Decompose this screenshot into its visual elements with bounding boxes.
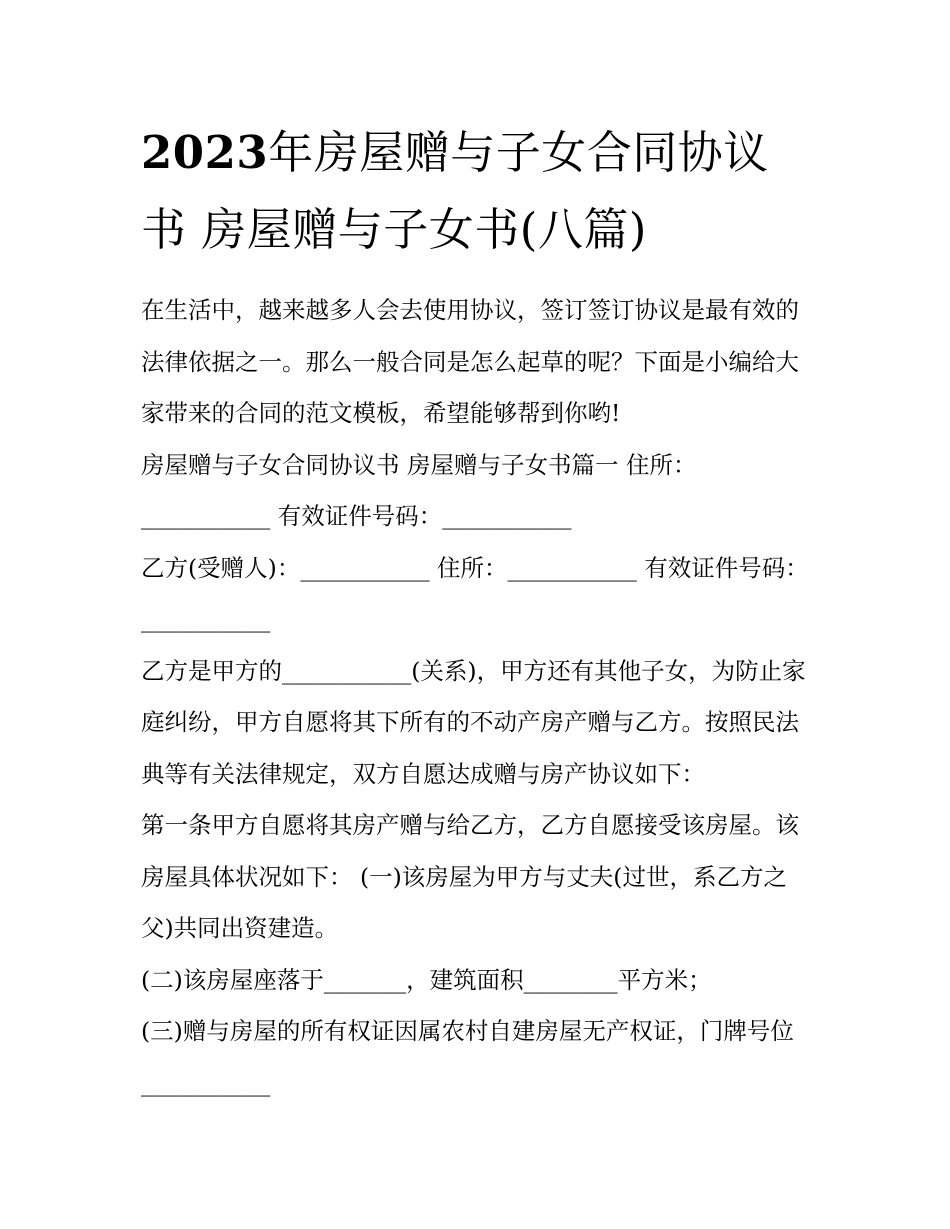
title-line-2: 书 房屋赠与子女书(八篇) [141,203,647,256]
ownership-paragraph: (三)赠与房屋的所有权证因属农村自建房屋无产权证，门牌号位___________ [141,1017,794,1097]
relationship-paragraph: 乙方是甲方的___________(关系)，甲方还有其他子女，为防止家庭纠纷，甲方自愿将其下所有的不动产房产赠与乙方。按照民法典等有关法律规定，双方自愿达成赠与房产协议如下： [141,656,806,788]
party-b-info-paragraph: 乙方(受赠人)：___________ 住所：___________ 有效证件号码：___________ [141,553,809,633]
location-area-paragraph: (二)该房屋座落于_______，建筑面积________平方米； [141,965,712,994]
document-body [141,285,813,1109]
title-year: 2023 [141,126,269,179]
title-line-1: 年房屋赠与子女合同协议 [268,126,769,179]
document-content [141,114,813,1109]
document-title [141,114,813,268]
intro-paragraph: 在生活中，越来越多人会去使用协议，签订签订协议是最有效的法律依据之一。那么一般合同是怎么起草的呢？下面是小编给大家带来的合同的范文模板，希望能够帮到你哟! [141,296,799,427]
party-a-info-paragraph: 房屋赠与子女合同协议书 房屋赠与子女书篇一 住所：___________ 有效证件号码：___________ [141,450,697,530]
article-one-paragraph: 第一条甲方自愿将其房产赠与给乙方，乙方自愿接受该房屋。该房屋具体状况如下： (一)该房屋为甲方与丈夫(过世，系乙方之父)共同出资建造。 [141,811,799,942]
